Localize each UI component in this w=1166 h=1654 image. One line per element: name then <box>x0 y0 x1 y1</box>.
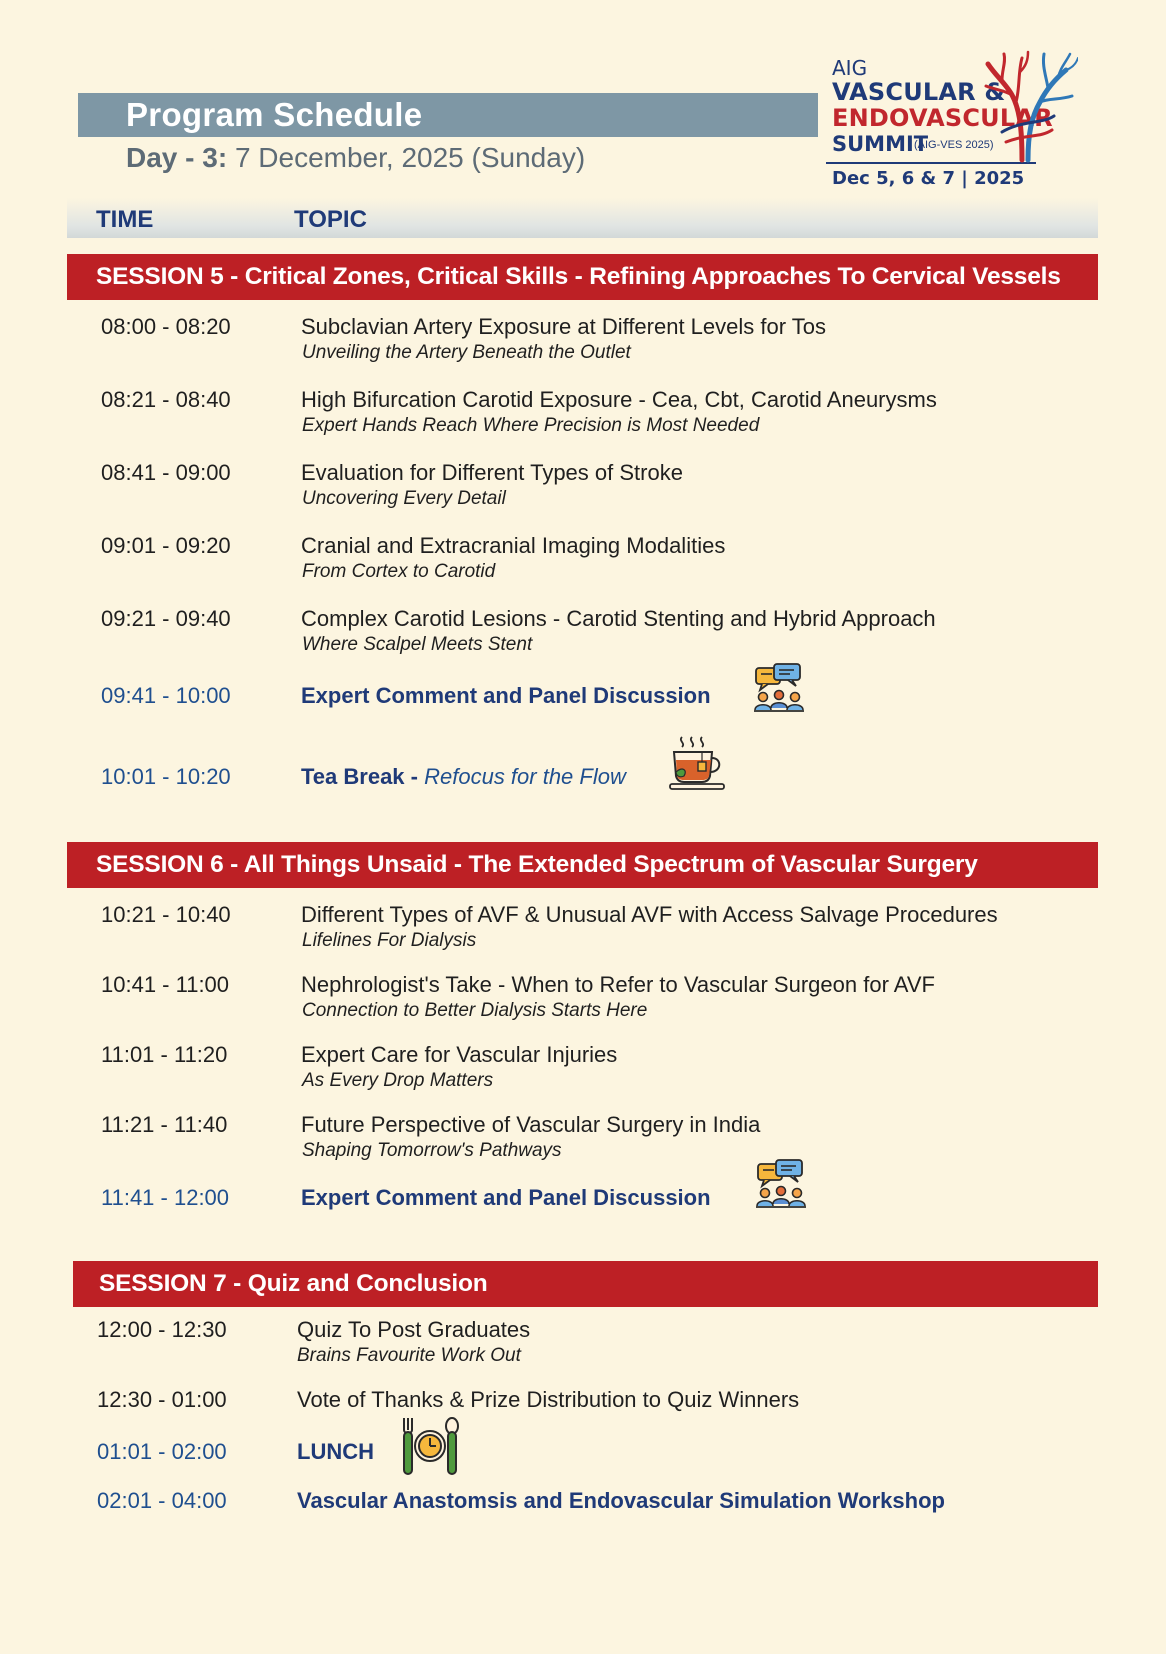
day-line <box>126 142 585 174</box>
schedule-time: 02:01 - 04:00 <box>97 1488 227 1513</box>
schedule-topic: Expert Care for Vascular Injuries <box>301 1042 618 1067</box>
schedule-topic: Cranial and Extracranial Imaging Modalities <box>301 533 726 558</box>
schedule-subtitle: Expert Hands Reach Where Precision is Most Needed <box>302 415 760 436</box>
schedule-subtitle: Shaping Tomorrow's Pathways <box>302 1140 562 1161</box>
schedule-subtitle: From Cortex to Carotid <box>302 561 496 582</box>
schedule-time: 08:00 - 08:20 <box>101 314 231 339</box>
panel-discussion-icon <box>754 1158 808 1212</box>
tea-cup-icon <box>668 734 728 792</box>
tea-break-label: Tea Break - <box>301 764 425 789</box>
logo-dates: Dec 5, 6 & 7 | 2025 <box>832 168 1025 189</box>
column-header-topic: TOPIC <box>294 206 367 233</box>
schedule-topic: Different Types of AVF & Unusual AVF with Access Salvage Procedures <box>301 902 998 927</box>
schedule-topic: Quiz To Post Graduates <box>297 1317 531 1342</box>
schedule-subtitle: Connection to Better Dialysis Starts Here <box>302 1000 648 1021</box>
column-header-bar <box>67 198 1098 238</box>
schedule-time: 10:01 - 10:20 <box>101 764 231 789</box>
logo-endovascular: ENDOVASCULAR <box>832 104 1053 132</box>
schedule-topic-tea <box>301 764 626 790</box>
schedule-topic: LUNCH <box>297 1439 374 1464</box>
logo-summit-sub: (AIG-VES 2025) <box>914 139 994 151</box>
schedule-time: 11:21 - 11:40 <box>101 1112 228 1137</box>
logo-vascular: VASCULAR & <box>832 78 1006 106</box>
session-6-header: SESSION 6 - All Things Unsaid - The Extended Spectrum of Vascular Surgery <box>67 842 1098 888</box>
schedule-topic: Complex Carotid Lesions - Carotid Stenting and Hybrid Approach <box>301 606 936 631</box>
schedule-topic: Vote of Thanks & Prize Distribution to Quiz Winners <box>297 1387 800 1412</box>
schedule-subtitle: As Every Drop Matters <box>302 1070 494 1091</box>
column-header-time: TIME <box>96 206 154 233</box>
schedule-topic: Future Perspective of Vascular Surgery in India <box>301 1112 761 1137</box>
vessel-tree-logo-icon <box>982 50 1078 166</box>
schedule-time: 10:41 - 11:00 <box>101 972 230 997</box>
schedule-topic: Evaluation for Different Types of Stroke <box>301 460 683 485</box>
schedule-time: 11:41 - 12:00 <box>101 1185 230 1210</box>
schedule-subtitle: Uncovering Every Detail <box>302 488 506 509</box>
schedule-topic: Vascular Anastomsis and Endovascular Simulation Workshop <box>297 1488 945 1513</box>
schedule-time: 10:21 - 10:40 <box>101 902 231 927</box>
day-label: Day - 3: <box>126 142 228 173</box>
schedule-time: 11:01 - 11:20 <box>101 1042 228 1067</box>
page-title: Program Schedule <box>126 96 423 133</box>
schedule-topic: Nephrologist's Take - When to Refer to Vascular Surgeon for AVF <box>301 972 935 997</box>
day-date: 7 December, 2025 (Sunday) <box>234 142 586 173</box>
schedule-subtitle: Unveiling the Artery Beneath the Outlet <box>302 342 631 363</box>
schedule-time: 09:41 - 10:00 <box>101 683 231 708</box>
lunch-plate-icon <box>398 1416 462 1478</box>
schedule-time: 08:41 - 09:00 <box>101 460 231 485</box>
panel-discussion-icon <box>752 662 806 716</box>
schedule-subtitle: Brains Favourite Work Out <box>297 1345 521 1366</box>
schedule-topic: High Bifurcation Carotid Exposure - Cea, Cbt, Carotid Aneurysms <box>301 387 937 412</box>
session-5-header: SESSION 5 - Critical Zones, Critical Skills - Refining Approaches To Cervical Vessels <box>67 254 1098 300</box>
schedule-time: 09:21 - 09:40 <box>101 606 231 631</box>
schedule-subtitle: Lifelines For Dialysis <box>302 930 477 951</box>
schedule-topic: Expert Comment and Panel Discussion <box>301 683 711 708</box>
schedule-topic: Subclavian Artery Exposure at Different Levels for Tos <box>301 314 827 339</box>
schedule-time: 12:00 - 12:30 <box>97 1317 227 1342</box>
logo-summit: SUMMIT <box>832 132 929 156</box>
schedule-topic: Expert Comment and Panel Discussion <box>301 1185 711 1210</box>
schedule-time: 12:30 - 01:00 <box>97 1387 227 1412</box>
schedule-time: 08:21 - 08:40 <box>101 387 231 412</box>
schedule-subtitle: Where Scalpel Meets Stent <box>302 634 533 655</box>
schedule-time: 01:01 - 02:00 <box>97 1439 227 1464</box>
tea-break-tagline: Refocus for the Flow <box>424 764 626 789</box>
schedule-time: 09:01 - 09:20 <box>101 533 231 558</box>
session-7-header: SESSION 7 - Quiz and Conclusion <box>73 1261 1098 1307</box>
logo-aig: AIG <box>832 56 868 80</box>
